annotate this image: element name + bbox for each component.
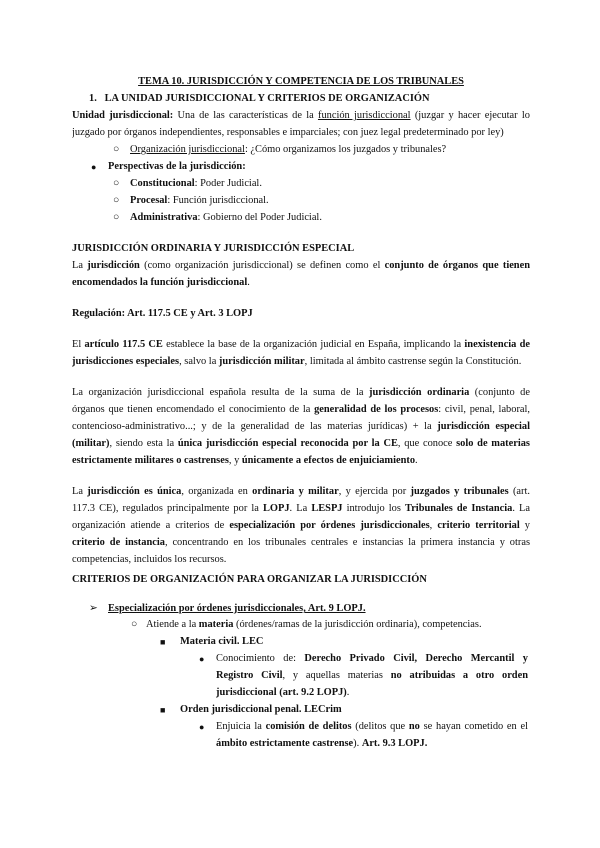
especializacion-item: Especialización por órdenes jurisdiccionales, Art. 9 LOPJ. (108, 603, 366, 614)
section-1-heading: 1. LA UNIDAD JURISDICCIONAL Y CRITERIOS DE ORGANIZACIÓN (89, 93, 430, 104)
perspectiva-procesal: Procesal: Función jurisdiccional. (130, 195, 269, 206)
circle-bullet-icon: ○ (113, 178, 120, 189)
civil-line-3: jurisdiccional (art. 9.2 LOPJ). (216, 687, 350, 698)
square-bullet-icon: ■ (160, 705, 166, 715)
unica-line-3: organización atiende a criterios de especialización por órdenes jurisdiccionales, criterio territorial y (72, 520, 530, 531)
circle-bullet-icon: ○ (113, 195, 120, 206)
unica-line-4: criterio de instancia, concentrando en los tribunales centrales e instancias la primera instancia y otras (72, 537, 530, 548)
jurisdiccion-def-line-1: La jurisdicción (como organización jurisdiccional) se definen como el conjunto de órganos que tienen (72, 260, 530, 271)
section-2-heading: JURISDICCIÓN ORDINARIA Y JURISDICCIÓN ESPECIAL (72, 243, 355, 254)
penal-line-2: ámbito estrictamente castrense). Art. 9.3 LOPJ. (216, 738, 428, 749)
organizacion-line-4: (militar), siendo esta la única jurisdicción especial reconocida por la CE, que conoce solo de materias (72, 438, 530, 449)
unica-line-2: 117.3 CE), regulados principalmente por la LOPJ. La LESPJ introdujo los Tribunales de Instancia. La (72, 503, 530, 514)
organizacion-line-5: estrictamente militares o castrenses, y únicamente a efectos de enjuiciamiento. (72, 455, 418, 466)
circle-bullet-icon: ○ (131, 619, 138, 630)
document-title: TEMA 10. JURISDICCIÓN Y COMPETENCIA DE LOS TRIBUNALES (138, 76, 464, 87)
arrow-bullet-icon: ➢ (89, 603, 98, 614)
orden-penal-heading: Orden jurisdiccional penal. LECrim (180, 704, 342, 715)
perspectivas-item: Perspectivas de la jurisdicción: (108, 161, 246, 172)
square-bullet-icon: ■ (160, 637, 166, 647)
atiende-materia-item: Atiende a la materia (órdenes/ramas de la jurisdicción ordinaria), competencias. (146, 619, 482, 630)
circle-bullet-icon: ○ (113, 144, 120, 155)
unidad-line-2: juzgado por órganos independientes, responsables e imparciales; con juez legal predeterminado por ley) (72, 127, 504, 138)
civil-line-2: Registro Civil, y aquellas materias no atribuidas a otro orden (216, 670, 528, 681)
art-117-line-1: El artículo 117.5 CE establece la base de la organización judicial en España, implicando la inexistencia de (72, 339, 530, 350)
unidad-line-1: Unidad jurisdiccional: Una de las características de la función jurisdiccional (juzgar y hacer ejecutar lo (72, 110, 530, 121)
unica-line-1: La jurisdicción es única, organizada en ordinaria y militar, y ejercida por juzgados y tribunales (art. (72, 486, 530, 497)
organizacion-item: Organización jurisdiccional: ¿Cómo organizamos los juzgados y tribunales? (130, 144, 447, 155)
section-3-heading: CRITERIOS DE ORGANIZACIÓN PARA ORGANIZAR LA JURISDICCIÓN (72, 574, 427, 585)
jurisdiccion-def-line-2: encomendados la función jurisdiccional. (72, 277, 250, 288)
filled-bullet-icon: ● (199, 654, 205, 664)
art-117-line-2: jurisdicciones especiales, salvo la jurisdicción militar, limitada al ámbito castrense según la Constitución. (72, 356, 522, 367)
penal-line-1: Enjuicia la comisión de delitos (delitos que no se hayan cometido en el (216, 721, 528, 732)
perspectiva-constitucional: Constitucional: Poder Judicial. (130, 178, 262, 189)
organizacion-line-3: contencioso-administrativo...; y de la generalidad de las materias jurídicas) + la jurisdicción especial (72, 421, 530, 432)
perspectiva-administrativa: Administrativa: Gobierno del Poder Judicial. (130, 212, 322, 223)
filled-bullet-icon: ● (199, 722, 205, 732)
regulacion-line: Regulación: Art. 117.5 CE y Art. 3 LOPJ (72, 308, 253, 319)
civil-line-1: Conocimiento de: Derecho Privado Civil, Derecho Mercantil y (216, 653, 528, 664)
circle-bullet-icon: ○ (113, 212, 120, 223)
filled-bullet-icon: ● (91, 162, 97, 172)
unica-line-5: competencias, incluidos los recursos. (72, 554, 227, 565)
organizacion-line-2: órganos que tienen encomendado el conocimiento de la generalidad de los procesos: civil, penal, laboral, (72, 404, 530, 415)
organizacion-line-1: La organización jurisdiccional española resulta de la suma de la jurisdicción ordinaria (conjunto de (72, 387, 530, 398)
materia-civil-heading: Materia civil. LEC (180, 636, 264, 647)
